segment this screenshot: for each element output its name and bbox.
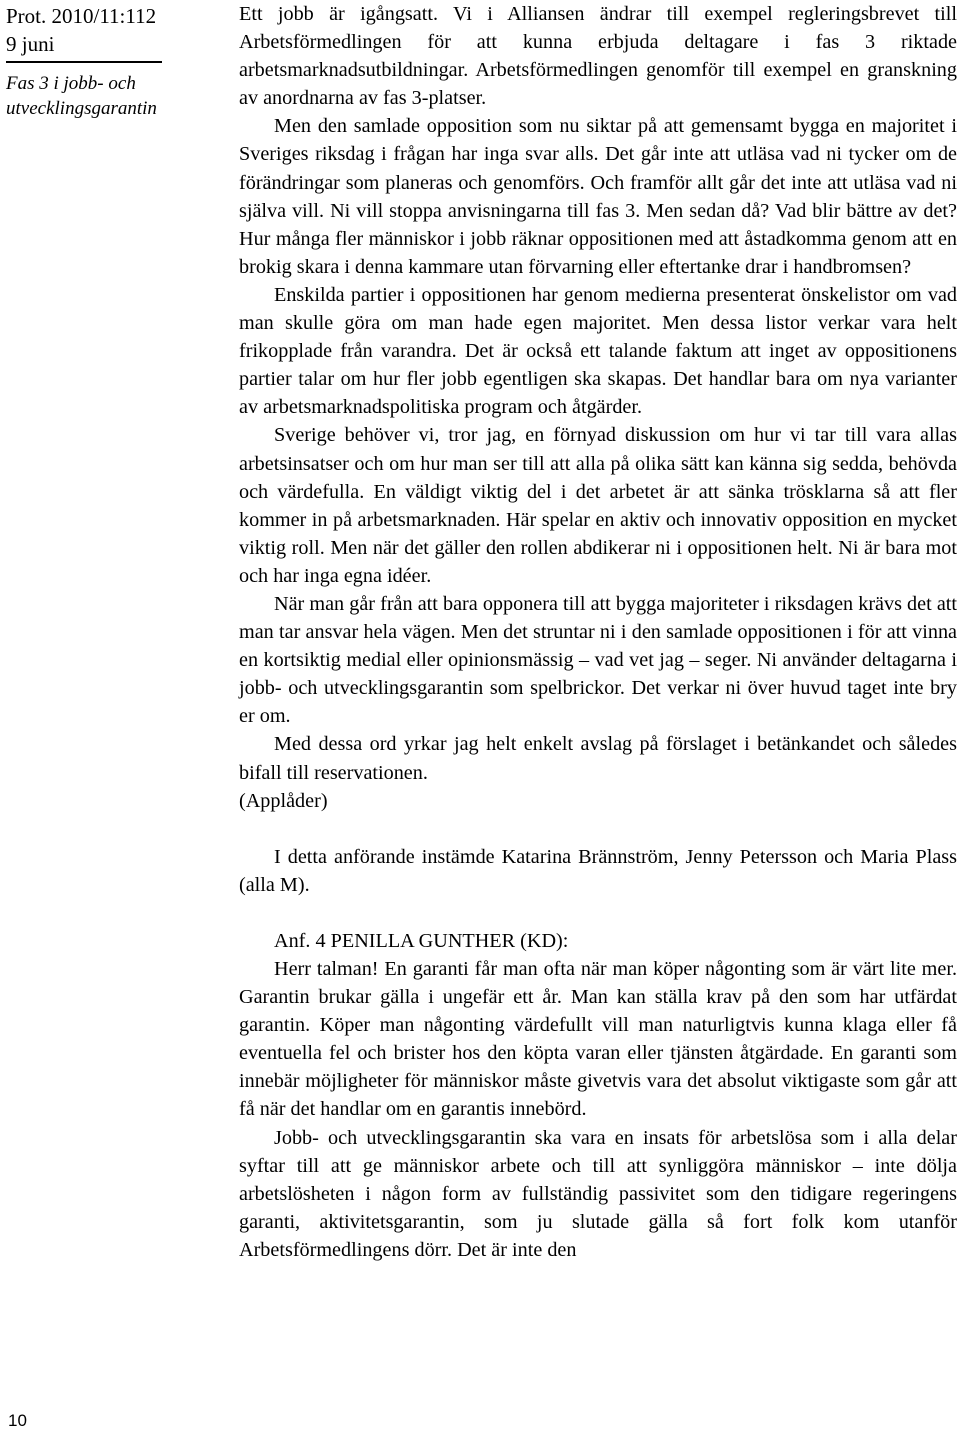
paragraph-3: Enskilda partier i oppositionen har genom medierna presenterat önskelistor om vad man skulle göra om man hade egen majoritet. Men dessa listor verkar vara helt frikopplade från varandra. Det är också ett talande faktum att inget av oppositionens partier talar om hur fler jobb egentligen ska skapas. Det handlar bara om nya varianter av arbetsmarknadspolitiska program och åtgärder.	[239, 283, 957, 419]
speaker-heading: Anf. 4 PENILLA GUNTHER (KD):	[274, 929, 569, 952]
spacer	[239, 899, 957, 927]
paragraph-1: Ett jobb är igångsatt. Vi i Alliansen ändrar till exempel regleringsbrevet till Arbetsförmedlingen för att kunna erbjuda deltagare i fas 3 riktade arbetsmarknadsutbildningar. Arbetsförmedlingen genomför till exempel en granskning av anordnarna av fas 3-platser.	[239, 3, 957, 110]
paragraph-8: Jobb- och utvecklingsgarantin ska vara en insats för arbetslösa som i alla delar syftar till att ge människor arbete och till att synliggöra människor – inte dölja arbetslösheten i någon form av fullständig passivitet som den tidigare regeringens garanti, aktivitetsgarantin, som ju slutade gälla så fort folk kom utanför Arbetsförmedlingens dörr. Det är inte den	[239, 1126, 957, 1261]
paragraph-4: Sverige behöver vi, tror jag, en förnyad diskussion om hur vi tar till vara allas arbetsinsatser och om hur man ser till att alla på olika sätt kan känna sig sedda, behövda och värdefulla. En väldigt viktig del i det arbetet är att sänka trösklarna så att fler kommer in på arbetsmarknaden. Här spelar en aktiv och innovativ opposition en mycket viktig roll. Men när det gäller den rollen abdikerar ni i oppositionen helt. Ni är bara mot och har inga egna idéer.	[239, 424, 957, 587]
concurrence-note: I detta anförande instämde Katarina Brännström, Jenny Petersson och Maria Plass (alla M).	[239, 845, 957, 896]
paragraph-7: Herr talman! En garanti får man ofta när man köper någonting som är värt lite mer. Garantin brukar gälla i ungefär ett år. Man kan ställa krav på den som har utfärdat garantin. Köper man någonting värdefullt vill man naturligtvis kunna klaga eller få eventuella fel och brister hos den köpta varan eller tjänsten åtgärdade. En garanti som innebär möjligheter för människor måste givetvis vara det absolut viktigaste som går att få när det handlar om en garantis innebörd.	[239, 958, 957, 1121]
paragraph-5: När man går från att bara opponera till att bygga majoriteter i riksdagen krävs det att man tar ansvar hela vägen. Men det struntar ni i den samlade oppositionen i för att vinna en kortsiktig medial eller opinionsmässig – vad vet jag – seger. Ni använder deltagarna i jobb- och utvecklingsgarantin som spelbrickor. Det verkar ni över huvud taget inte bry er om.	[239, 592, 957, 728]
paragraph-6: Med dessa ord yrkar jag helt enkelt avslag på förslaget i betänkandet och således bifall till reservationen.	[239, 733, 957, 784]
speech-text	[239, 0, 957, 1264]
applause: (Applåder)	[239, 789, 328, 812]
debate-topic: Fas 3 i jobb- och utvecklingsgarantin	[6, 73, 157, 119]
header-rule	[6, 61, 162, 63]
spacer	[239, 815, 957, 843]
margin-header	[6, 2, 226, 121]
session-date: 9 juni	[6, 32, 55, 56]
paragraph-2: Men den samlade opposition som nu siktar på att gemensamt bygga en majoritet i Sveriges riksdag i frågan har inga svar alls. Det går inte att utläsa vad ni tycker om de förändringar som planeras och genomförs. Och framför allt går det inte att utläsa vad ni själva vill. Ni vill stoppa anvisningarna till fas 3. Men sedan då? Vad blir bättre av det? Hur många fler människor i jobb räknar oppositionen med att åstadkomma genom att en brokig skara i denna kammare utan förvarning eller eftertanke drar i handbromsen?	[239, 115, 957, 278]
page-number: 10	[8, 1411, 27, 1430]
protocol-number: Prot. 2010/11:112	[6, 4, 157, 28]
